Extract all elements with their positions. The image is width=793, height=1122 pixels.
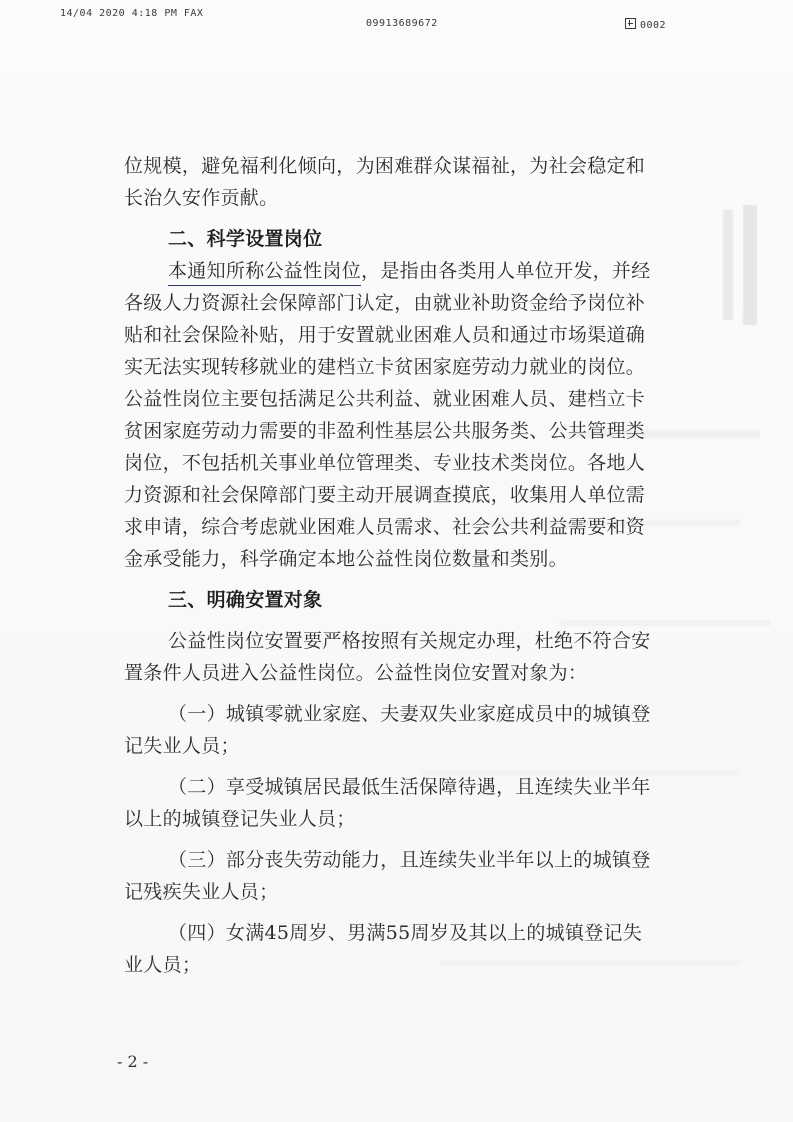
list-item-2: （二）享受城镇居民最低生活保障待遇，且连续失业半年 [168, 776, 651, 798]
paragraph-line: 贫困家庭劳动力需要的非盈利性基层公共服务类、公共管理类 [124, 420, 646, 442]
fax-datetime: 14/04 2020 4:18 PM FAX [60, 8, 204, 19]
paragraph-line-rest: ，是指由各类用人单位开发，并经 [361, 260, 651, 282]
paragraph-line: 置条件人员进入公益性岗位。公益性岗位安置对象为： [124, 662, 588, 684]
paragraph-line: 贴和社会保险补贴，用于安置就业困难人员和通过市场渠道确 [124, 324, 646, 346]
list-item-2-cont: 以上的城镇登记失业人员； [124, 808, 356, 830]
fax-page-indicator [625, 18, 666, 31]
paragraph-line: 金承受能力，科学确定本地公益性岗位数量和类别。 [124, 548, 568, 570]
fax-header [0, 8, 793, 31]
fax-phone-number: 09913689672 [366, 18, 438, 29]
bleed-through-mark [723, 210, 733, 320]
fax-page-icon [625, 18, 636, 29]
list-item-4-cont: 业人员； [124, 954, 202, 976]
section-heading-3: 三、明确安置对象 [168, 589, 323, 611]
page-number: - 2 - [117, 1052, 149, 1071]
list-item-1-cont: 记失业人员； [124, 735, 240, 757]
paragraph-line: 各级人力资源社会保障部门认定，由就业补助资金给予岗位补 [124, 292, 646, 314]
fax-page-number: 0002 [640, 20, 667, 31]
handwritten-underline-text: 本通知所称公益性岗位 [168, 258, 361, 286]
paragraph-line: 求申请，综合考虑就业困难人员需求、社会公共利益需要和资 [124, 516, 646, 538]
document-body [124, 150, 684, 981]
paragraph-line: 实无法实现转移就业的建档立卡贫困家庭劳动力就业的岗位。 [124, 356, 646, 378]
section-heading-2: 二、科学设置岗位 [168, 228, 323, 250]
list-item-3-cont: 记残疾失业人员； [124, 881, 279, 903]
paragraph-line: 位规模，避免福利化倾向，为困难群众谋福祉，为社会稳定和 [124, 155, 646, 177]
bleed-through-mark [743, 205, 757, 325]
paragraph-line: 公益性岗位主要包括满足公共利益、就业困难人员、建档立卡 [124, 388, 646, 410]
paragraph-line: 力资源和社会保障部门要主动开展调查摸底，收集用人单位需 [124, 484, 646, 506]
list-item-3: （三）部分丧失劳动能力，且连续失业半年以上的城镇登 [168, 849, 651, 871]
list-item-4: （四）女满45周岁、男满55周岁及其以上的城镇登记失 [168, 922, 643, 944]
paragraph-line-underlined [124, 255, 684, 287]
paragraph-line: 长治久安作贡献。 [124, 187, 279, 209]
list-item-1: （一）城镇零就业家庭、夫妻双失业家庭成员中的城镇登 [168, 703, 651, 725]
paragraph-line: 公益性岗位安置要严格按照有关规定办理，杜绝不符合安 [168, 630, 651, 652]
paragraph-line: 岗位，不包括机关事业单位管理类、专业技术类岗位。各地人 [124, 452, 646, 474]
